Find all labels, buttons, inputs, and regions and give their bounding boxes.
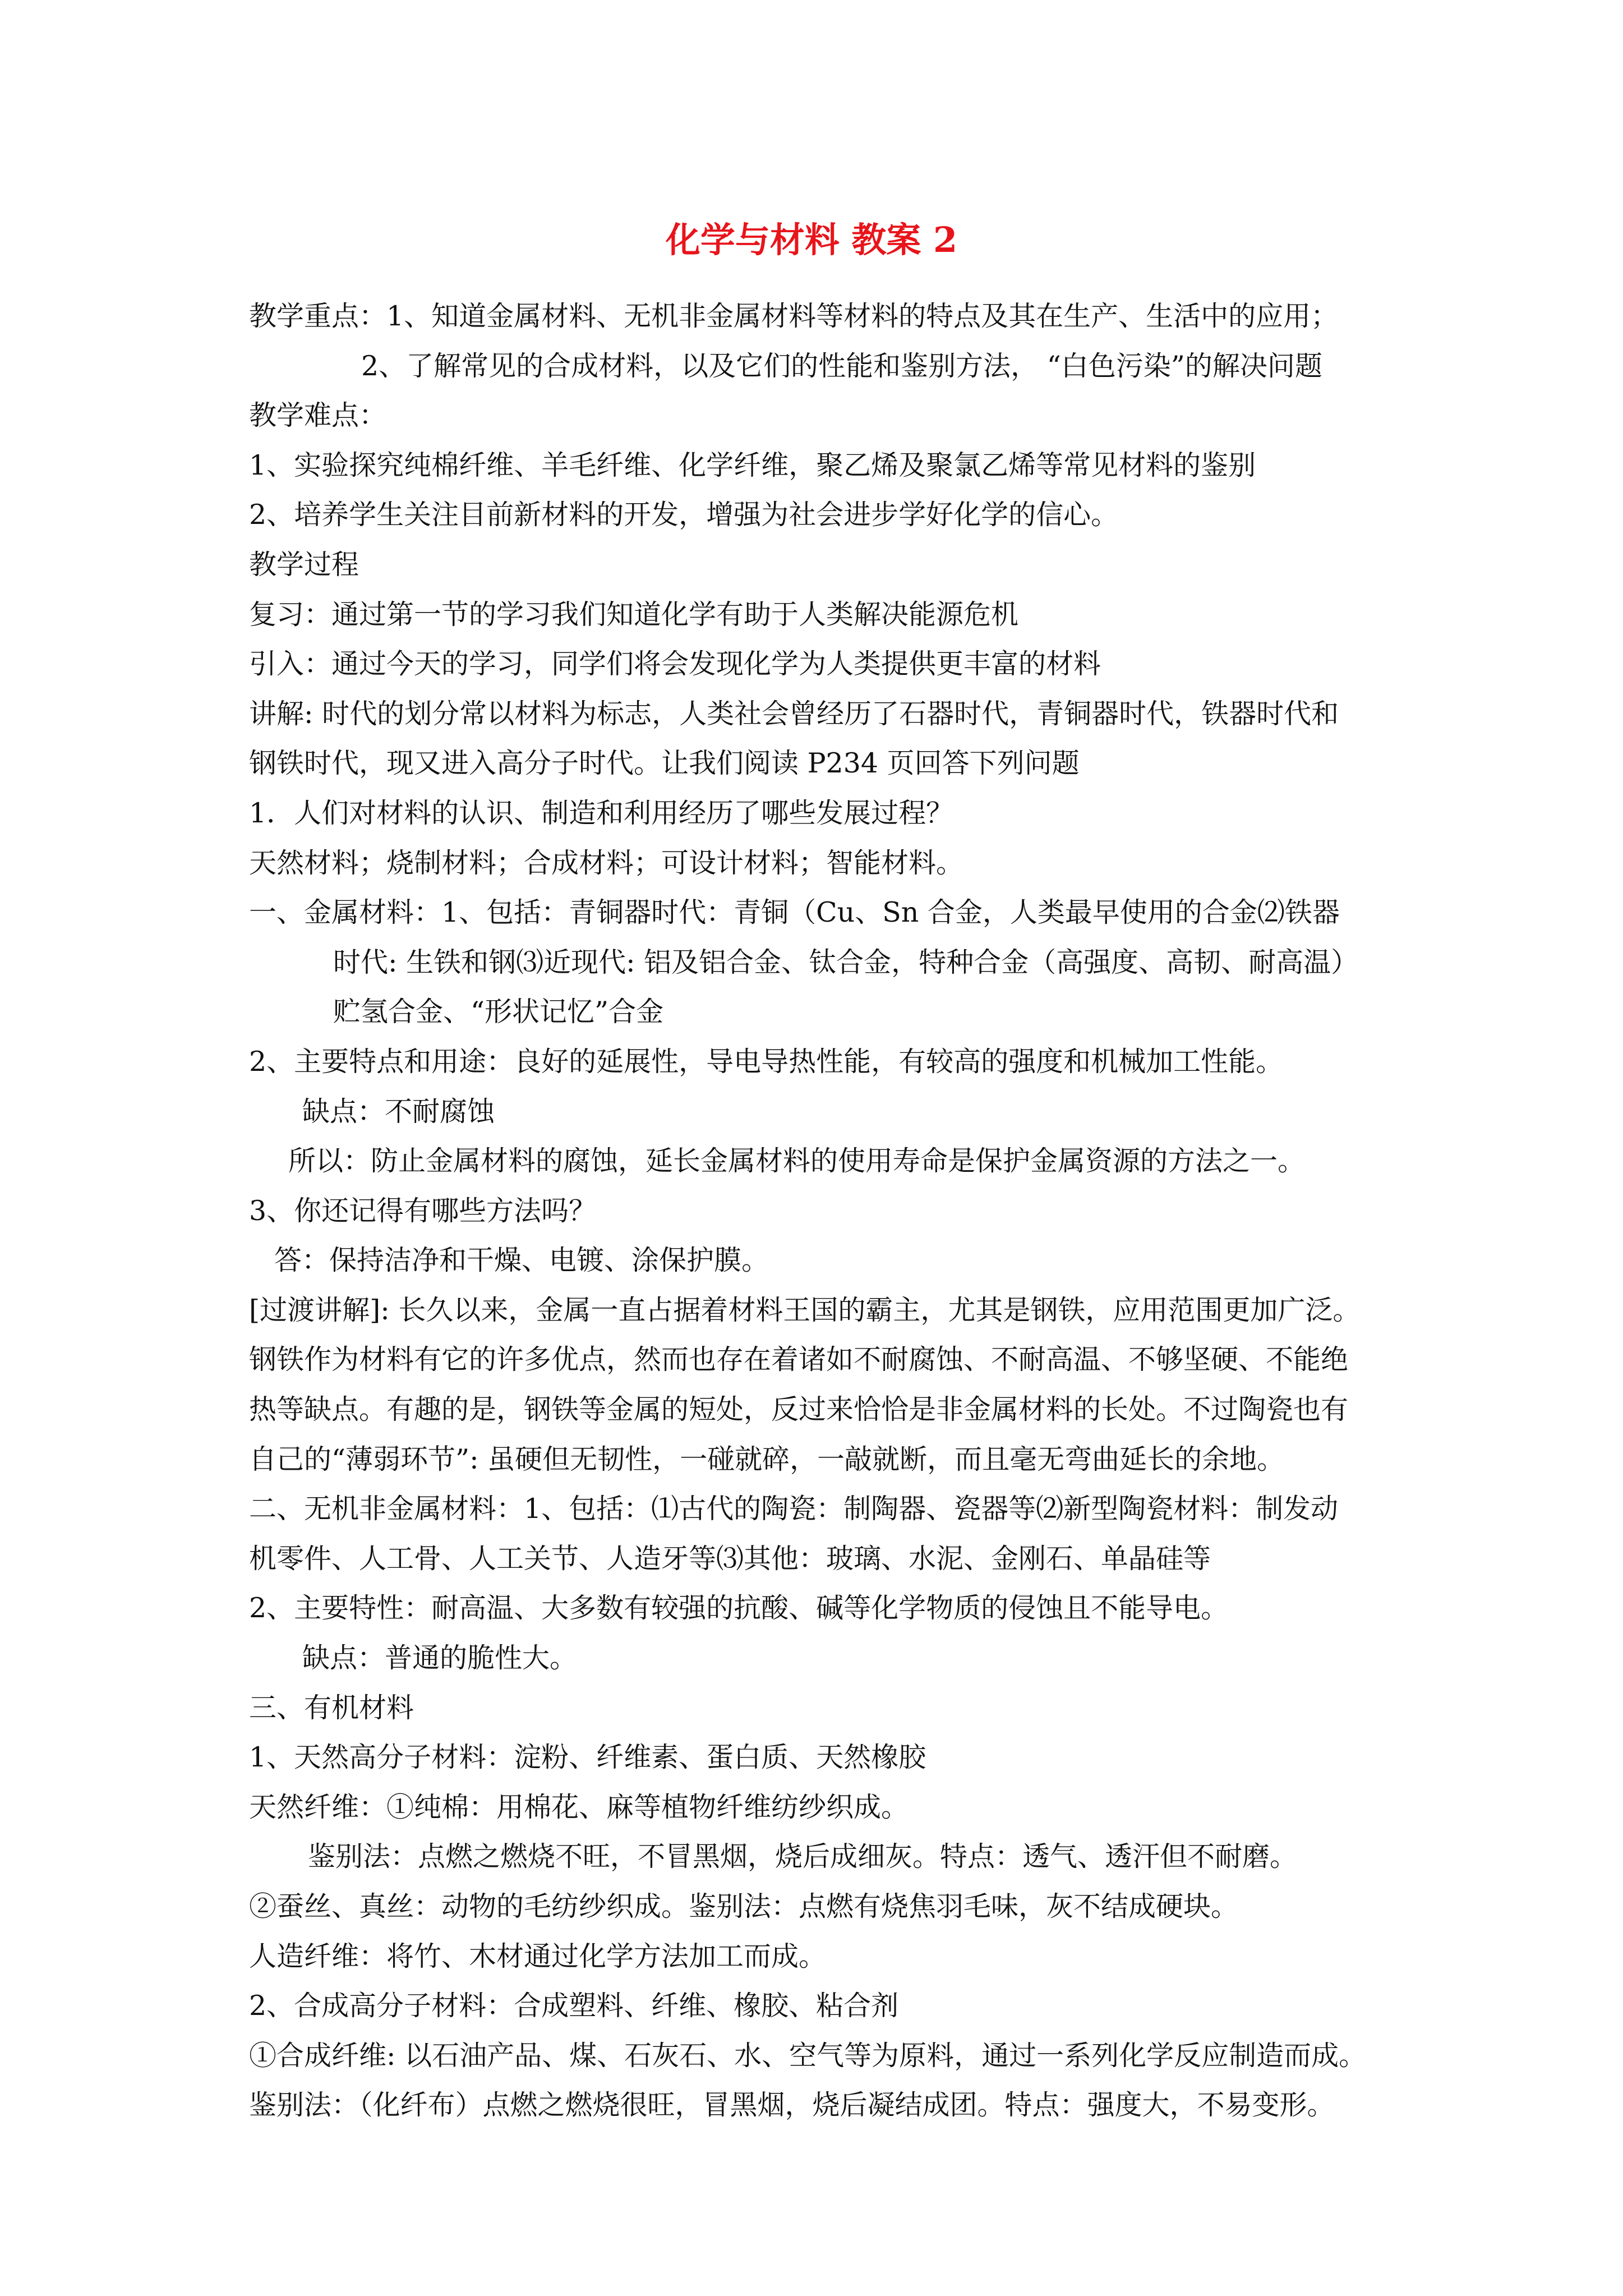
text-line: 1．人们对材料的认识、制造和利用经历了哪些发展过程？ bbox=[249, 797, 954, 829]
text-line: 教学难点： bbox=[249, 399, 387, 432]
text-line: 复习：通过第一节的学习我们知道化学有助于人类解决能源危机 bbox=[249, 598, 1019, 631]
text-line: 教学过程 bbox=[249, 548, 359, 581]
text-line: 二、无机非金属材料：1、包括：⑴古代的陶瓷：制陶器、瓷器等⑵新型陶瓷材料：制发动 bbox=[249, 1493, 1339, 1525]
text-line: 三、有机材料 bbox=[249, 1691, 414, 1724]
text-line: 讲解: 时代的划分常以材料为标志，人类社会曾经历了石器时代，青铜器时代，铁器时代和 bbox=[249, 697, 1339, 730]
text-line: 1、实验探究纯棉纤维、羊毛纤维、化学纤维，聚乙烯及聚氯乙烯等常见材料的鉴别 bbox=[249, 449, 1256, 481]
text-line: 钢铁作为材料有它的许多优点，然而也存在着诸如不耐腐蚀、不耐高温、不够坚硬、不能绝 bbox=[249, 1343, 1349, 1376]
text-line: 天然材料；烧制材料；合成材料；可设计材料；智能材料。 bbox=[249, 846, 964, 879]
text-line: 2、主要特点和用途：良好的延展性，导电导热性能，有较高的强度和机械加工性能。 bbox=[249, 1045, 1284, 1078]
text-line: 2、合成高分子材料：合成塑料、纤维、橡胶、粘合剂 bbox=[249, 1990, 899, 2022]
text-line: 鉴别法：点燃之燃烧不旺，不冒黑烟，烧后成细灰。特点：透气、透汗但不耐磨。 bbox=[308, 1841, 1298, 1873]
text-line: 一、金属材料：1、包括：青铜器时代：青铜（Cu、Sn 合金，人类最早使用的合金⑵铁器 bbox=[249, 896, 1340, 929]
text-line: 机零件、人工骨、人工关节、人造牙等⑶其他：玻璃、水泥、金刚石、单晶硅等 bbox=[249, 1542, 1211, 1575]
text-line: 缺点：普通的脆性大。 bbox=[302, 1642, 578, 1674]
text-line: 3、你还记得有哪些方法吗？ bbox=[249, 1194, 597, 1227]
text-line: 天然纤维：①纯棉：用棉花、麻等植物纤维纺纱织成。 bbox=[249, 1791, 909, 1823]
text-line: 时代: 生铁和钢⑶近现代: 铝及铝合金、钛合金，特种合金（高强度、高韧、耐高温） bbox=[333, 946, 1359, 978]
text-line: 答：保持洁净和干燥、电镀、涂保护膜。 bbox=[274, 1244, 769, 1277]
text-line: ②蚕丝、真丝：动物的毛纺纱织成。鉴别法：点燃有烧焦羽毛味，灰不结成硬块。 bbox=[249, 1890, 1239, 1922]
text-line: 钢铁时代，现又进入高分子时代。让我们阅读 P234 页回答下列问题 bbox=[249, 747, 1080, 780]
text-line: 2、了解常见的合成材料，以及它们的性能和鉴别方法， “白色污染”的解决问题 bbox=[361, 349, 1322, 382]
text-line: 2、培养学生关注目前新材料的开发，增强为社会进步学好化学的信心。 bbox=[249, 499, 1119, 531]
document-title: 化学与材料 教案 2 bbox=[665, 219, 958, 260]
text-line: 鉴别法：（化纤布）点燃之燃烧很旺，冒黑烟，烧后凝结成团。特点：强度大，不易变形。 bbox=[249, 2089, 1335, 2122]
text-line: 贮氢合金、“形状记忆”合金 bbox=[333, 996, 664, 1028]
text-line: 自己的“薄弱环节”: 虽硬但无韧性，一碰就碎，一敲就断，而且毫无弯曲延长的余地。 bbox=[249, 1443, 1285, 1475]
text-line: 热等缺点。有趣的是，钢铁等金属的短处，反过来恰恰是非金属材料的长处。不过陶瓷也有 bbox=[249, 1393, 1349, 1426]
text-line: 人造纤维：将竹、木材通过化学方法加工而成。 bbox=[249, 1940, 827, 1972]
document-body bbox=[249, 292, 1404, 2131]
text-line: 教学重点：1、知道金属材料、无机非金属材料等材料的特点及其在生产、生活中的应用； bbox=[249, 300, 1339, 332]
text-line: 所以：防止金属材料的腐蚀，延长金属材料的使用寿命是保护金属资源的方法之一。 bbox=[288, 1145, 1306, 1177]
text-line: 1、天然高分子材料：淀粉、纤维素、蛋白质、天然橡胶 bbox=[249, 1741, 926, 1774]
text-line: ①合成纤维: 以石油产品、煤、石灰石、水、空气等为原料，通过一系列化学反应制造而成。 bbox=[249, 2039, 1367, 2072]
text-line: [过渡讲解]: 长久以来，金属一直占据着材料王国的霸主，尤其是钢铁，应用范围更加广泛。 bbox=[249, 1294, 1361, 1326]
text-line: 缺点：不耐腐蚀 bbox=[302, 1095, 495, 1128]
text-line: 2、主要特性：耐高温、大多数有较强的抗酸、碱等化学物质的侵蚀且不能导电。 bbox=[249, 1592, 1229, 1625]
text-line: 引入：通过今天的学习，同学们将会发现化学为人类提供更丰富的材料 bbox=[249, 648, 1101, 680]
